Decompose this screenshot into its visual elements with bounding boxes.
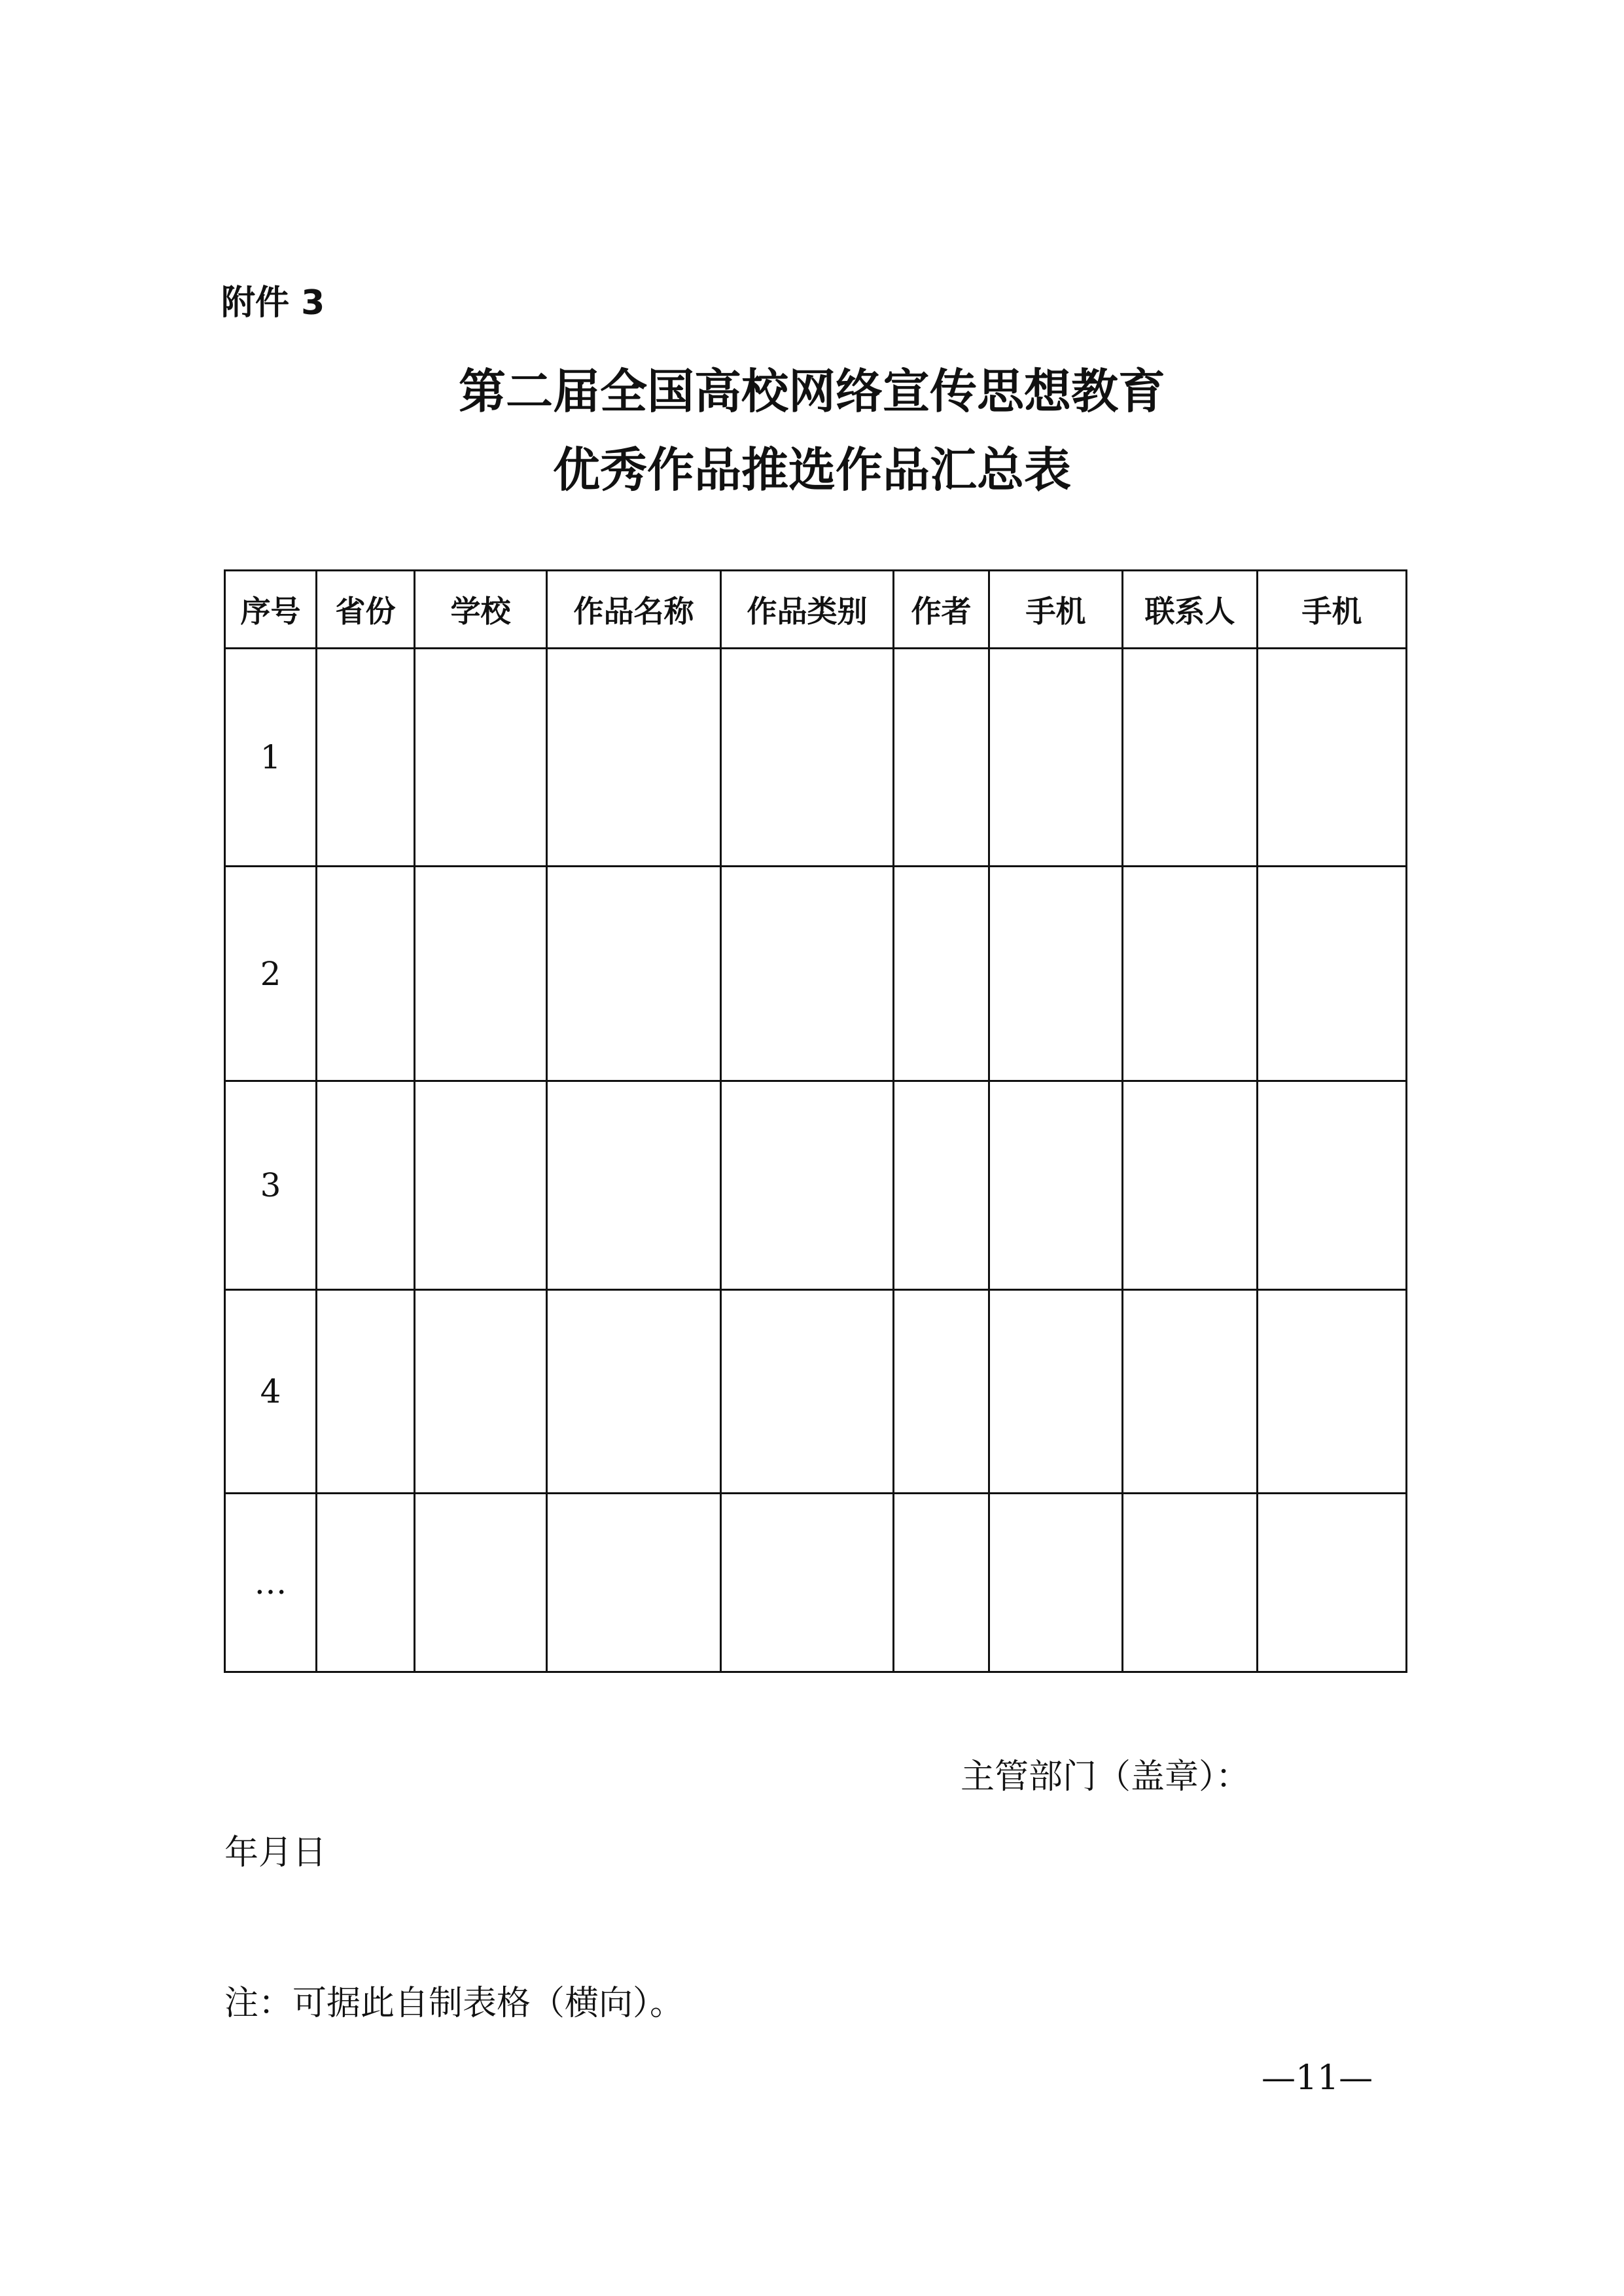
author-phone-cell[interactable] <box>989 1081 1123 1290</box>
seal-label: 主管部门（盖章）： <box>961 1757 1250 1797</box>
work-name-cell[interactable] <box>547 649 721 867</box>
header-author: 作者 <box>894 571 989 649</box>
contact-phone-cell[interactable] <box>1258 867 1407 1081</box>
contact-phone-cell[interactable] <box>1258 649 1407 867</box>
province-cell[interactable] <box>317 1290 415 1494</box>
header-work-name: 作品名称 <box>547 571 721 649</box>
contact-phone-cell[interactable] <box>1258 1290 1407 1494</box>
table-row <box>225 867 1407 1081</box>
author-phone-cell[interactable] <box>989 867 1123 1081</box>
date-line: 年月日 <box>224 1833 327 1873</box>
work-category-cell[interactable] <box>721 649 894 867</box>
attachment-label: 附件 3 <box>221 283 325 323</box>
work-name-cell[interactable] <box>547 1494 721 1672</box>
table-row <box>225 649 1407 867</box>
author-cell[interactable] <box>894 1290 989 1494</box>
contact-phone-cell[interactable] <box>1258 1081 1407 1290</box>
contact-phone-cell[interactable] <box>1258 1494 1407 1672</box>
province-cell[interactable] <box>317 1494 415 1672</box>
school-cell[interactable] <box>415 1290 547 1494</box>
header-work-category: 作品类别 <box>721 571 894 649</box>
summary-table <box>224 569 1407 1673</box>
author-phone-cell[interactable] <box>989 649 1123 867</box>
row-index-cell: 2 <box>225 867 317 1081</box>
work-category-cell[interactable] <box>721 1494 894 1672</box>
work-category-cell[interactable] <box>721 1081 894 1290</box>
header-author-phone: 手机 <box>989 571 1123 649</box>
document-title-line-1: 第二届全国高校网络宣传思想教育 <box>458 363 1165 419</box>
province-cell[interactable] <box>317 1081 415 1290</box>
page-number: —11— <box>1262 2058 1373 2098</box>
work-name-cell[interactable] <box>547 1081 721 1290</box>
school-cell[interactable] <box>415 1494 547 1672</box>
author-cell[interactable] <box>894 1494 989 1672</box>
author-cell[interactable] <box>894 649 989 867</box>
contact-cell[interactable] <box>1123 1494 1258 1672</box>
work-category-cell[interactable] <box>721 867 894 1081</box>
header-province: 省份 <box>317 571 415 649</box>
school-cell[interactable] <box>415 1081 547 1290</box>
header-contact: 联系人 <box>1123 571 1258 649</box>
contact-cell[interactable] <box>1123 1290 1258 1494</box>
work-category-cell[interactable] <box>721 1290 894 1494</box>
footnote: 注：可据此自制表格（横向）。 <box>224 1984 684 2023</box>
row-index-cell: 3 <box>225 1081 317 1290</box>
author-cell[interactable] <box>894 1081 989 1290</box>
work-name-cell[interactable] <box>547 867 721 1081</box>
author-phone-cell[interactable] <box>989 1290 1123 1494</box>
row-index-cell: … <box>225 1494 317 1672</box>
author-phone-cell[interactable] <box>989 1494 1123 1672</box>
header-school: 学校 <box>415 571 547 649</box>
table-row <box>225 1494 1407 1672</box>
header-index: 序号 <box>225 571 317 649</box>
contact-cell[interactable] <box>1123 867 1258 1081</box>
province-cell[interactable] <box>317 649 415 867</box>
document-title-line-2: 优秀作品推选作品汇总表 <box>552 442 1071 497</box>
contact-cell[interactable] <box>1123 1081 1258 1290</box>
author-cell[interactable] <box>894 867 989 1081</box>
table-row <box>225 1290 1407 1494</box>
province-cell[interactable] <box>317 867 415 1081</box>
table-row <box>225 1081 1407 1290</box>
school-cell[interactable] <box>415 649 547 867</box>
row-index-cell: 4 <box>225 1290 317 1494</box>
contact-cell[interactable] <box>1123 649 1258 867</box>
table-header-row <box>225 571 1407 649</box>
header-contact-phone: 手机 <box>1258 571 1407 649</box>
work-name-cell[interactable] <box>547 1290 721 1494</box>
row-index-cell: 1 <box>225 649 317 867</box>
school-cell[interactable] <box>415 867 547 1081</box>
